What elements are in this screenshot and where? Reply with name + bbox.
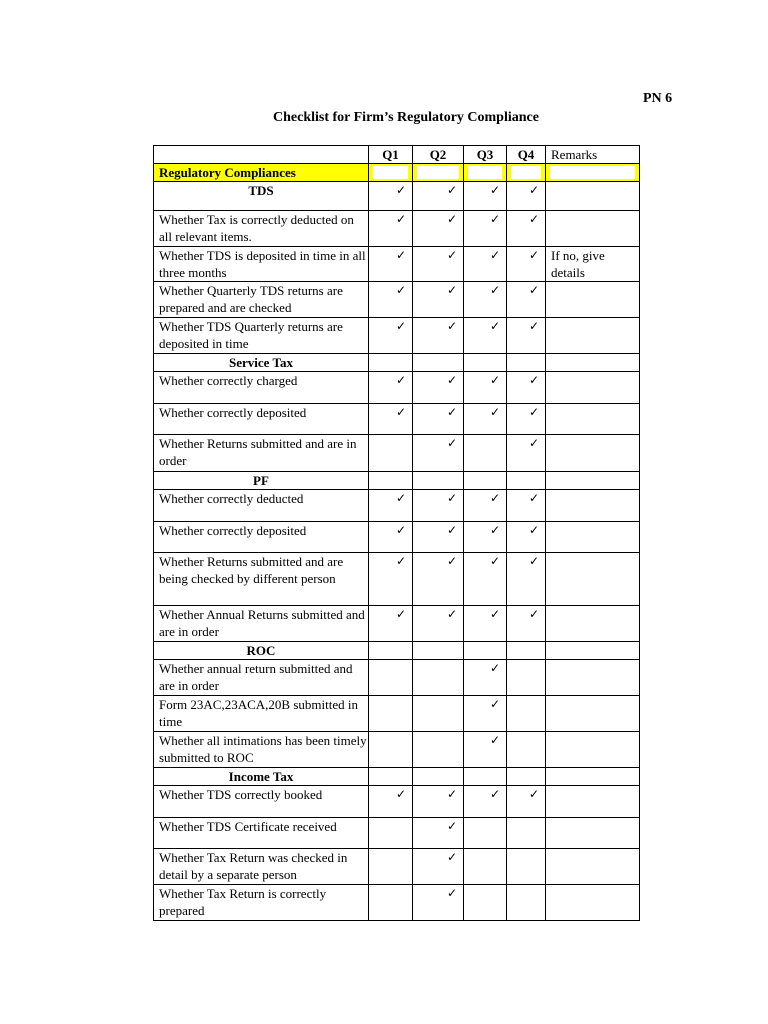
check-cell-q4 — [507, 732, 546, 768]
header-row — [154, 146, 640, 164]
table-row — [154, 522, 640, 553]
check-mark-icon: ✓ — [446, 607, 457, 621]
check-cell-q2 — [413, 354, 464, 372]
check-cell-q4 — [507, 786, 546, 818]
check-cell-q2 — [413, 247, 464, 282]
check-cell-q2 — [413, 372, 464, 404]
check-cell-q3 — [464, 849, 507, 885]
check-cell-q1 — [369, 642, 413, 660]
check-mark-icon: ✓ — [446, 283, 457, 297]
remarks-cell — [546, 211, 640, 247]
check-cell-q1 — [369, 696, 413, 732]
check-cell-q3 — [464, 786, 507, 818]
check-cell-q2 — [413, 318, 464, 354]
remarks-cell — [546, 354, 640, 372]
check-cell-q2 — [413, 211, 464, 247]
check-cell-q2 — [413, 660, 464, 696]
check-mark-icon: ✓ — [489, 733, 500, 747]
check-cell-q2 — [413, 696, 464, 732]
check-mark-icon: ✓ — [395, 405, 406, 419]
checklist-item: Whether Quarterly TDS returns are prepared and are checked — [154, 282, 369, 318]
checklist-item: Whether Returns submitted and are being checked by different person — [154, 553, 369, 606]
page-title: Checklist for Firm’s Regulatory Compliance — [273, 110, 539, 125]
check-mark-icon: ✓ — [528, 554, 539, 568]
check-mark-icon: ✓ — [489, 183, 500, 197]
section-title: PF — [154, 472, 369, 490]
header-blank — [154, 146, 369, 164]
check-cell-q2 — [413, 642, 464, 660]
check-cell-q4 — [507, 247, 546, 282]
check-cell-q2 — [413, 490, 464, 522]
check-cell-q1 — [369, 354, 413, 372]
check-cell-q4 — [507, 768, 546, 786]
check-cell-q3 — [464, 211, 507, 247]
check-cell-q3 — [464, 606, 507, 642]
check-cell-q3 — [464, 642, 507, 660]
check-mark-icon: ✓ — [528, 373, 539, 387]
check-cell-q2 — [413, 885, 464, 921]
check-mark-icon: ✓ — [489, 405, 500, 419]
remarks-cell — [546, 642, 640, 660]
check-cell-q2 — [413, 553, 464, 606]
checklist-item: Whether Annual Returns submitted and are in order — [154, 606, 369, 642]
check-cell-q3 — [464, 435, 507, 472]
remarks-cell — [546, 768, 640, 786]
check-mark-icon: ✓ — [395, 554, 406, 568]
section-row — [154, 354, 640, 372]
check-cell-q1 — [369, 435, 413, 472]
checklist-item: Whether all intimations has been timely submitted to ROC — [154, 732, 369, 768]
check-cell-q4 — [507, 182, 546, 211]
check-mark-icon: ✓ — [446, 554, 457, 568]
checklist-item: Whether correctly deducted — [154, 490, 369, 522]
table-row — [154, 318, 640, 354]
section-title: ROC — [154, 642, 369, 660]
checklist-item: Form 23AC,23ACA,20B submitted in time — [154, 696, 369, 732]
check-cell-q3 — [464, 404, 507, 435]
check-mark-icon: ✓ — [489, 661, 500, 675]
table-row — [154, 818, 640, 849]
table-row — [154, 696, 640, 732]
header-q4: Q4 — [507, 146, 546, 164]
section-title: Service Tax — [154, 354, 369, 372]
check-cell-q2 — [413, 818, 464, 849]
check-mark-icon: ✓ — [395, 319, 406, 333]
remarks-cell — [546, 732, 640, 768]
table-row — [154, 372, 640, 404]
section-row — [154, 768, 640, 786]
checklist-item: Whether TDS correctly booked — [154, 786, 369, 818]
check-mark-icon: ✓ — [489, 787, 500, 801]
check-cell-q3 — [464, 282, 507, 318]
check-cell-q4 — [507, 282, 546, 318]
check-mark-icon: ✓ — [528, 523, 539, 537]
check-mark-icon: ✓ — [446, 886, 457, 900]
remarks-cell — [546, 660, 640, 696]
remarks-cell — [546, 404, 640, 435]
regulatory-label: Regulatory Compliances — [154, 164, 369, 182]
check-mark-icon: ✓ — [489, 373, 500, 387]
check-mark-icon: ✓ — [446, 787, 457, 801]
compliance-table — [153, 145, 640, 921]
regulatory-row — [154, 164, 640, 182]
check-cell-q3 — [464, 247, 507, 282]
remarks-cell — [546, 372, 640, 404]
remarks-cell — [546, 318, 640, 354]
check-mark-icon: ✓ — [528, 405, 539, 419]
checklist-item: Whether Tax Return was checked in detail by a separate person — [154, 849, 369, 885]
check-mark-icon: ✓ — [395, 787, 406, 801]
check-cell-q4 — [507, 642, 546, 660]
check-mark-icon: ✓ — [528, 607, 539, 621]
check-mark-icon: ✓ — [446, 523, 457, 537]
check-cell-q1 — [369, 282, 413, 318]
check-mark-icon: ✓ — [446, 248, 457, 262]
table-row — [154, 606, 640, 642]
check-cell-q3 — [464, 182, 507, 211]
check-cell-q2 — [413, 435, 464, 472]
check-cell-q4 — [507, 318, 546, 354]
check-mark-icon: ✓ — [395, 607, 406, 621]
check-cell-q2 — [413, 849, 464, 885]
check-mark-icon: ✓ — [395, 183, 406, 197]
section-title: TDS — [154, 182, 369, 211]
check-mark-icon: ✓ — [446, 405, 457, 419]
check-cell-q2 — [413, 522, 464, 553]
check-mark-icon: ✓ — [446, 850, 457, 864]
check-mark-icon: ✓ — [489, 283, 500, 297]
highlight-cell — [369, 164, 413, 182]
check-mark-icon: ✓ — [489, 491, 500, 505]
check-cell-q3 — [464, 318, 507, 354]
header-q2: Q2 — [413, 146, 464, 164]
check-mark-icon: ✓ — [446, 183, 457, 197]
check-mark-icon: ✓ — [489, 607, 500, 621]
table-row — [154, 435, 640, 472]
table-row — [154, 404, 640, 435]
check-mark-icon: ✓ — [446, 819, 457, 833]
check-cell-q4 — [507, 696, 546, 732]
check-mark-icon: ✓ — [528, 491, 539, 505]
checklist-item: Whether TDS Quarterly returns are deposited in time — [154, 318, 369, 354]
highlight-cell — [546, 164, 640, 182]
table-row — [154, 553, 640, 606]
check-mark-icon: ✓ — [395, 491, 406, 505]
table-row — [154, 282, 640, 318]
check-cell-q1 — [369, 372, 413, 404]
check-mark-icon: ✓ — [528, 319, 539, 333]
section-row — [154, 182, 640, 211]
table-row — [154, 732, 640, 768]
table-row — [154, 660, 640, 696]
check-mark-icon: ✓ — [528, 787, 539, 801]
check-cell-q2 — [413, 786, 464, 818]
table-row — [154, 490, 640, 522]
check-cell-q2 — [413, 732, 464, 768]
check-cell-q4 — [507, 885, 546, 921]
checklist-item: Whether Tax Return is correctly prepared — [154, 885, 369, 921]
check-cell-q3 — [464, 472, 507, 490]
check-cell-q3 — [464, 553, 507, 606]
remarks-cell — [546, 786, 640, 818]
check-mark-icon: ✓ — [395, 523, 406, 537]
table-row — [154, 247, 640, 282]
remarks-cell — [546, 182, 640, 211]
check-cell-q2 — [413, 404, 464, 435]
table-row — [154, 885, 640, 921]
check-cell-q4 — [507, 522, 546, 553]
check-mark-icon: ✓ — [446, 436, 457, 450]
check-cell-q1 — [369, 786, 413, 818]
check-cell-q4 — [507, 606, 546, 642]
check-cell-q1 — [369, 885, 413, 921]
check-cell-q4 — [507, 435, 546, 472]
remarks-cell — [546, 818, 640, 849]
remarks-cell — [546, 606, 640, 642]
check-mark-icon: ✓ — [395, 248, 406, 262]
check-mark-icon: ✓ — [528, 212, 539, 226]
check-cell-q3 — [464, 732, 507, 768]
check-cell-q1 — [369, 768, 413, 786]
check-cell-q4 — [507, 490, 546, 522]
checklist-item: Whether TDS is deposited in time in all three months — [154, 247, 369, 282]
check-mark-icon: ✓ — [489, 554, 500, 568]
check-mark-icon: ✓ — [489, 697, 500, 711]
check-cell-q3 — [464, 768, 507, 786]
remarks-cell — [546, 490, 640, 522]
check-cell-q1 — [369, 404, 413, 435]
check-mark-icon: ✓ — [395, 373, 406, 387]
remarks-cell — [546, 472, 640, 490]
check-mark-icon: ✓ — [489, 523, 500, 537]
check-mark-icon: ✓ — [528, 436, 539, 450]
section-row — [154, 472, 640, 490]
check-cell-q3 — [464, 490, 507, 522]
checklist-item: Whether annual return submitted and are in order — [154, 660, 369, 696]
check-cell-q4 — [507, 849, 546, 885]
remarks-cell — [546, 282, 640, 318]
checklist-item: Whether Returns submitted and are in order — [154, 435, 369, 472]
check-mark-icon: ✓ — [395, 283, 406, 297]
check-cell-q4 — [507, 553, 546, 606]
check-cell-q1 — [369, 660, 413, 696]
remarks-cell — [546, 849, 640, 885]
checklist-item: Whether correctly charged — [154, 372, 369, 404]
check-cell-q4 — [507, 372, 546, 404]
table-row — [154, 786, 640, 818]
check-mark-icon: ✓ — [528, 248, 539, 262]
check-cell-q4 — [507, 660, 546, 696]
check-mark-icon: ✓ — [446, 373, 457, 387]
check-cell-q1 — [369, 490, 413, 522]
check-mark-icon: ✓ — [446, 212, 457, 226]
page-label: PN 6 — [643, 91, 673, 106]
check-mark-icon: ✓ — [528, 183, 539, 197]
check-mark-icon: ✓ — [395, 212, 406, 226]
check-cell-q1 — [369, 318, 413, 354]
table-row — [154, 211, 640, 247]
check-cell-q1 — [369, 606, 413, 642]
check-cell-q2 — [413, 282, 464, 318]
header-remarks: Remarks — [546, 146, 640, 164]
section-row — [154, 642, 640, 660]
checklist-item: Whether correctly deposited — [154, 404, 369, 435]
check-mark-icon: ✓ — [489, 212, 500, 226]
check-cell-q3 — [464, 818, 507, 849]
highlight-cell — [413, 164, 464, 182]
check-cell-q1 — [369, 818, 413, 849]
header-q3: Q3 — [464, 146, 507, 164]
check-mark-icon: ✓ — [446, 491, 457, 505]
check-mark-icon: ✓ — [528, 283, 539, 297]
check-cell-q4 — [507, 818, 546, 849]
remarks-cell: If no, give details — [546, 247, 640, 282]
remarks-cell — [546, 522, 640, 553]
check-cell-q2 — [413, 182, 464, 211]
check-mark-icon: ✓ — [489, 248, 500, 262]
check-cell-q2 — [413, 768, 464, 786]
check-mark-icon: ✓ — [446, 319, 457, 333]
check-cell-q3 — [464, 885, 507, 921]
section-title: Income Tax — [154, 768, 369, 786]
check-cell-q1 — [369, 247, 413, 282]
check-cell-q3 — [464, 354, 507, 372]
header-q1: Q1 — [369, 146, 413, 164]
check-cell-q2 — [413, 606, 464, 642]
check-cell-q1 — [369, 849, 413, 885]
remarks-cell — [546, 435, 640, 472]
remarks-cell — [546, 885, 640, 921]
check-cell-q1 — [369, 522, 413, 553]
check-cell-q1 — [369, 472, 413, 490]
highlight-cell — [464, 164, 507, 182]
check-cell-q3 — [464, 372, 507, 404]
check-cell-q1 — [369, 553, 413, 606]
checklist-item: Whether correctly deposited — [154, 522, 369, 553]
remarks-cell — [546, 553, 640, 606]
check-cell-q4 — [507, 472, 546, 490]
checklist-item: Whether TDS Certificate received — [154, 818, 369, 849]
table-row — [154, 849, 640, 885]
check-cell-q1 — [369, 211, 413, 247]
check-cell-q3 — [464, 522, 507, 553]
checklist-item: Whether Tax is correctly deducted on all relevant items. — [154, 211, 369, 247]
check-cell-q3 — [464, 660, 507, 696]
check-cell-q3 — [464, 696, 507, 732]
check-cell-q2 — [413, 472, 464, 490]
check-cell-q1 — [369, 732, 413, 768]
highlight-cell — [507, 164, 546, 182]
check-mark-icon: ✓ — [489, 319, 500, 333]
check-cell-q4 — [507, 354, 546, 372]
check-cell-q4 — [507, 404, 546, 435]
remarks-cell — [546, 696, 640, 732]
check-cell-q4 — [507, 211, 546, 247]
check-cell-q1 — [369, 182, 413, 211]
